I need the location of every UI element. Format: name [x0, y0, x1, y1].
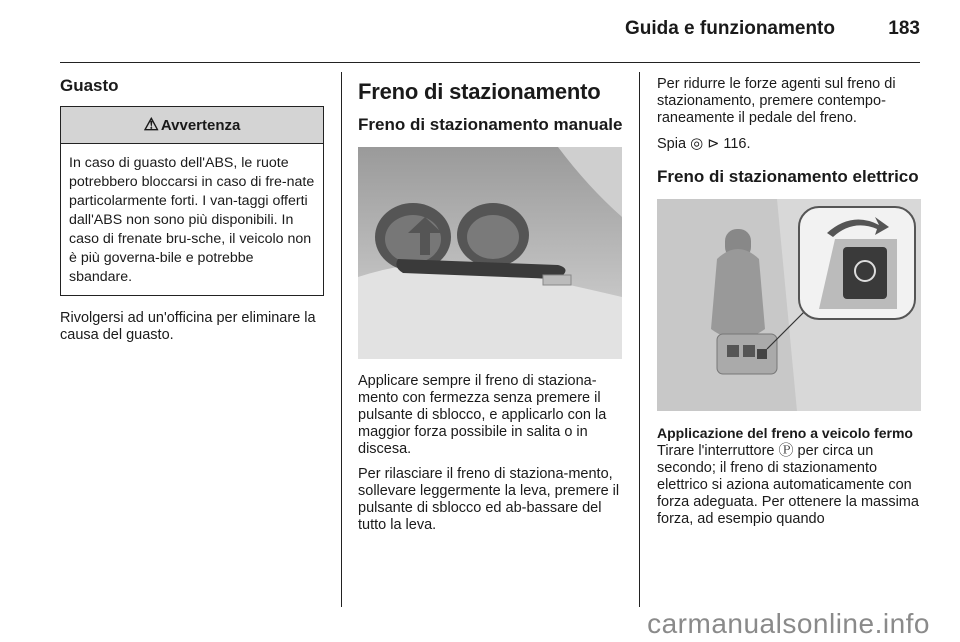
- warning-title: Avvertenza: [160, 116, 241, 134]
- warning-text: In caso di guasto dell'ABS, le ruote potrebbero bloccarsi in caso di fre-nate particolarmente forti. I van-taggi offerti dall'ABS non sono più disponibili. In caso di frenate bru-sche, il veicolo non è più governa-bile e potrebbe sbandare.: [69, 155, 315, 285]
- page-number: 183: [888, 18, 920, 39]
- watermark: carmanualsonline.info: [647, 608, 930, 639]
- warning-header: [61, 107, 323, 144]
- spia-reference: Spia ◎ ⊳ 116.: [657, 135, 751, 152]
- electric-parking-brake-photo: [657, 199, 921, 411]
- column-2: [358, 76, 623, 542]
- warning-triangle-icon: ⚠: [143, 115, 159, 134]
- reference-arrow-icon: ⊳: [707, 136, 720, 152]
- section-title: Guida e funzionamento: [624, 18, 835, 39]
- paragraph: Rivolgersi ad un'officina per eliminare la causa del guasto.: [60, 310, 316, 343]
- warning-box: [60, 106, 324, 296]
- brake-warning-light-icon: ◎: [690, 135, 704, 152]
- subheading-manuale: Freno di stazionamento manuale: [358, 115, 623, 134]
- column-1: [60, 76, 324, 352]
- heading-freno-stazionamento: Freno di stazionamento: [358, 79, 601, 104]
- column-3: [657, 76, 921, 536]
- paragraph: Per rilasciare il freno di staziona-mento, sollevare leggermente la leva, premere il pulsante di sblocco ed ab-bassare del tutto la leva.: [358, 466, 620, 533]
- paragraph: Tirare l'interruttore Ⓟ per circa un secondo; il freno di stazionamento elettrico si aziona automaticamente con forza adeguata. Per ottenere la massima forza, ad esempio quando: [657, 442, 919, 527]
- column-divider: [341, 72, 342, 607]
- column-divider: [639, 72, 640, 607]
- manual-parking-brake-photo: [358, 147, 622, 359]
- parking-brake-switch-icon: Ⓟ: [778, 442, 794, 459]
- heading-elettrico: Freno di stazionamento elettrico: [657, 167, 919, 186]
- page-header: [60, 0, 920, 63]
- paragraph: Applicare sempre il freno di staziona-mento con fermezza senza premere il pulsante di sblocco, e applicarlo con la maggior forza possibile in salita o in discesa.: [358, 373, 607, 457]
- heading-guasto: Guasto: [60, 76, 119, 95]
- subheading-applicazione: Applicazione del freno a veicolo fermo: [657, 425, 913, 441]
- paragraph: Per ridurre le forze agenti sul freno di stazionamento, premere contempo-raneamente il pedale del freno.: [657, 76, 896, 126]
